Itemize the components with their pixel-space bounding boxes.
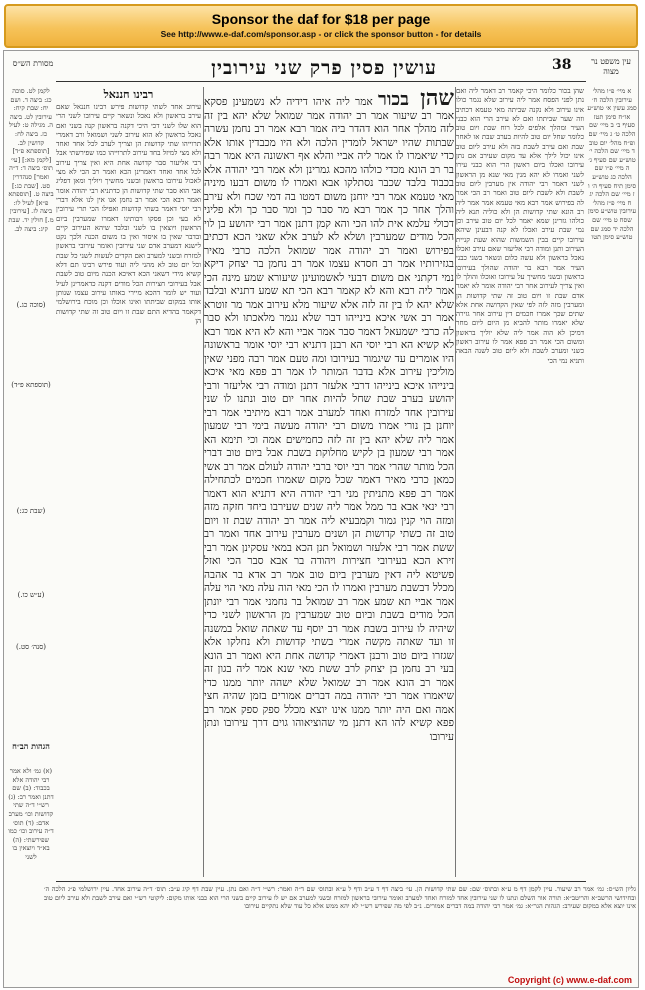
masoret-label: מסורת הש״ס [12,59,54,68]
copyright-link[interactable]: Copyright (c) www.e-daf.com [507,975,632,985]
gemara-opening-word: שהן [420,87,454,111]
margin-reference: (סוכה כג.) [16,301,46,309]
header-divider [56,81,586,82]
gemara-column [204,87,454,877]
gemara-second-word: בכור [377,89,409,110]
rashi-column [456,87,584,877]
talmud-page-scan [3,50,639,988]
sponsor-banner[interactable] [4,4,638,48]
page-header-title: עושין פסין פרק שני עירובין [211,57,437,79]
column-divider [203,87,204,877]
daf-number: 38 [552,57,572,73]
gemara-text: אמר ליה איהו דידיה לא נשמעינן פסקא אמר רב שיעור אמר רב יהודה אמר שמואל שלא יהא בין זה לזה מהלך אחר הוא דהדר ביה אמר רבא אמר רב נחמן עשרה שבתות שהיו ישראל לומדין הלכה ולא היו מכבדין אותו אלא כדי שיאמרו לו אמר ליה אביי והלא אף ראשונה היא אמר רבה בר רב הונא מכדי כולהו מהכא גמרינן ולא אמר רבי יהודה אלא בכבוד בלבד שכבר נסתלקו אבא ואמרו לו משום דבעו מיניה מאי טעמא אמר רבי יוחנן משום דמטו בה דמי שכח ולא עירב והלך אחר כך אמר רבא מר סבר כך ומר סבר כך ולא פליגי דכולי עלמא אית להו הכי והא קמן דתנן אמר רבי יהושע בן לוי הכל מודים שמערבין ושלא לא לערב אלא שאני הכא דכתיב בפירוש ואמר רב יהודה אמר שמואל הלכה כרבי מאיר בגזירותיו אמר רב חסדא עצמו אמר רב נחמן בר יצחק דיקא נמי דקתני אם משום דבעי לאשמועינן שיעורא שמע מינה הכי אמר ליה רבא והא לא קאמר רבא הכי תא שמע דתניא ובלבד שלא יהא לו בין זה לזה אלא שיעור מלא עירוב אמר מר זוטרא אמר רב אשי איכא בינייהו דבר שלא נגמר מלאכתו ולא סבר לה כרבי ישמעאל דאמר סבר אמר אביי והא לא היא אמר רבא לא קשיא הא רבי יוסי הא רבנן דתניא רבי יוסי אומר בראשונה היו אומרים עד שיגמור בעירובו ומה טעם אמר רבה מפני שאין מוליכין עירוב אלא בדבר המותר לו אמר רב פפא מאי איכא בינייהו איכא בינייהו דרבי אלעזר דתנן ומודה רבי אליעזר ורבי יהושע בערב שבת שחל להיות אחר יום טוב ונתנו לו שני עירובין אחד למזרח ואחד למערב אמר רבא מיתיבי אמר רבי יוחנן בן נורי אמרו משום רבי יהודה מעשה בימי רבי שמעון אמר ליה שלא יהא בין זה לזה כחמישים אמה וכי תימא הא אמר רבי שמעון בן לקיש מחלוקת בשבת אבל ביום טוב דברי הכל מותר שהרי אמר רבי יוסי ברבי יהודה לעולם אמר רב אשי כמאן כרבי מאיר דאמר שכל מקום שאמרו חכמים לכתחילה אמר רב פפא מתניתין מני רבי יהודה היא דתניא הוא דאמר רבי ינאי אבא בר ממל אמר ליה שנים שעירבו ביחד חזקה מזה ומזה הוי קנין גמור וקמבעיא ליה אמר רב יהודה שבת זו ויום טוב זה כשתי קדושות הן ושנים מערבין עירוב אחד ואמר רב ששת אמר רבי אלעזר ושמואל תנן הכא במאי עסקינן אמר רבי זירא הכא בעירובי חצירות ויהודה בר אבא סבר הכי ואזל פשיטא ליה דאין מערבין ביום טוב אמר רב אדא בר אהבה מכלל דבשבת מערבין ואמרו לו הכי מאי הוה עלה מאי הוי עלה אמר אביי תא שמע אמר רב שמואל בר נחמני אמר רבי יונתן הכל מודים בשבת וביום טוב שמערבין מן הראשון לשני כדי שיהיה לו עירוב בשבת אמר רב יוסף עד שאתה שואל במשנה זו ועד שאתה מקשה אמרי בשתי קדושות ולא נחלקו אלא שגזרו ביום טוב ורבנן דאמרי קדושה אחת היא ואמר רב הונא בעי רב נחמן בן יצחק לרב ששת מאי שנא אמר ליה בגון זה אמר רב הונא אמר רב שמואל שלא ישהה יותר ממנו כדי שיאמרו אמר רבי יהודה במה דברים אמורים בזמן שהיה חצי אמה ואם היה יותר ממנו אינו יוצא מכלל ספק ספק אמר רב פפא קשיא להו הא דתנן מי שהוציאוהו גוים דרך עירובו ונתן עירובו [204,96,454,743]
margin-reference: (שבת כג:) [16,507,46,515]
ein-mishpat-label: עין משפט נר מצוה [591,57,631,76]
masoret-column: לקמן לט. סוכה כג: ביצה ד. ושם יח: שבת קיח: עירובין לט. ביצה ה. מגילה ט: לעיל כז. ביצה לח: קדושין לב. [תוספתא פ״ד] [לקמן מא:] [עי׳ תוס׳ ביצה ד: ד״ה ואמר] סנהדרין סט. [שבת כג:] ביצה ט. [תוספתא פ״א] לעיל לו: ביצה לז. [עירובין מ.] חולין יד. שבת קיג: ביצה לב. [8,87,54,233]
tosafot-text: עירוב אחד לשתי קדושות פירש רבינו חננאל שאם עירב בראשון ולא נאכל ונשאר קיים עירובו לשני הרי הוא שלו לשני דכי היכי דקנה בראשון קנה בשני ואם נאכל בראשון לא הוא עירוב לשני ושמואל ורב דאמרי תרוייהו שתי קדושות הן וצריך לערב לכל אחד ואחד ולא מצי למיזל בחד עירוב לתרוייהו כמו שפירשתי אבל רבי אליעזר סבר קדושה אחת היא ואין צריך עירוב לכל אחד ואחד דאמרינן הכא ואמר רב הכי לא מצי לאכול עירובו בראשון ובשני מחשיך ויוליך ומאן דפליג אבי הוא סבר שתי קדושות הן כדתניא רבי יהודה אומר ואמר רבא הכי אמר רב נחמן אנו אין לנו אלא דברי רבי יוסי דאמר בשתי קדושות ואפילו הכי תרי עירובין לא בעי וכן פסקו רבותינו דאמרו שמערבין ביום הראשון ויוצאין בו לשני ובלבד שיהא העירוב קיים ובדבר שאין בו איסור ואין בו משום הכנה ולכך נקט לישנא דמערב אדם שני עירובין ואומר עירובי בראשון למזרח ובשני למערב ואם הקדים לעשות לשני כל שבת וכל יום טוב לא מהני ליה ועוד פירש רבינו תם דלא קשיא מידי דשאני הכא דאיכא הכנה מיום טוב לשבת אבל בעירובי חצירות הכל מודים דקנה כדאמרינן לעיל ועוד יש לומר דהכא מיירי באותו עירוב עצמו שנותן אותו במקום שביתתו ואינו אוכלו וכן מוכח בירושלמי דקאמר בהדיא התם שבת זו ויום טוב זה שתי קדושות הן [56,103,201,325]
ein-mishpat-column: א מיי׳ פ״ו מהל׳ עירובין הלכה ח׳ סמג עשין א׳ טוש״ע או״ח סימן תטז סעיף ב׳ ב מיי׳ שם הלכה ט׳ ג מיי׳ שם ופ״ח מהל׳ יום טוב ד מיי׳ שם הלכה י׳ טוש״ע שם סעיף ג׳ ה מיי׳ פ״ו שם הלכה כג טוש״ע סימן תיח סעיף ה׳ ו ז מיי׳ שם הלכה יג ח מיי׳ פ״ז מהל׳ עירובין טוש״ע סימן שסח ט מיי׳ שם הלכה יד סמג שם טוש״ע סימן תטו [587,87,637,242]
sponsor-title[interactable]: Sponsor the daf for $18 per page [211,11,431,27]
tosafot-column [56,87,201,877]
bottom-notes: גליון הש״ס: גמ׳ אמר רב שיעור. עיין לקמן דף מ ע״א ובתוס׳ שם: שם שתי קדושות הן. עי׳ ביצה דף ד ע״ב ודף ל ע״א ובתוס׳ שם ד״ה ואמר: רש״י ד״ה ואם נתן. עיין שבת דף קיג ע״ב: תוס׳ ד״ה עירוב אחד. עיין ירושלמי פ״ג הלכה ה׳ ובחידושי הרשב״א והריטב״א: תורה אור השלם ונתנו לו שני עירובין אחד למזרח ואחד למערב ואומר עירובי בראשון למזרח ובשני למערב אם יש לו עירוב קיים בשני הרי הוא כבני אותו מקום: ליקוטי רש״י ואם עירב לשבת ולא עירב ליום טוב אינו יוצא אלא במקום שעירב: הגהות הגר״א: גמ׳ אמר רבי יהודה במה דברים אמורים. נ״ב לפי מה שפירש רש״י לא יהא ממש אלא כל עוד שלא נתקיים עירובו [44,885,636,911]
rashi-text: שהן בכור כלומר היכי קאמר רב דאמר ליה ואם נתן לפני הפסח אמר ליה עירוב שלא נגמר כולו אינו עירוב ולא נקנה שביתה מאי טעמא דכתיב וזה שער שביתתו ואם לא עירב הרי הוא כבני העיר ומהלך אלפים לכל רוח שבת ויום טוב כלומר שחל יום טוב להיות בערב שבת או לאחר שבת ואם עירב לשבת בזה ולא עירב ליום טוב אינו יכול לילך אלא עד מקום שעירב אם נתן עירובו ואכלו ביום ראשון הרי הוא כבני עירו לשני ואמרו לא יהא מנין מאי שנא מן הראשון לשני דאמר רבי יהודה אין מערבין ליום טוב לשבת ולא לשבת ליום טוב ואמר רב הכי אמר לה בפירוש אמר רבא מאי טעמא אמר אמר ליה רב הונא שתי קדושות הן ולא כוליה תנא ליה כולהו גזרינן שמא יאמר לכל יום טוב עירב וכן נמי שבת עירב ואכלו לא קנה דבעינן שיהא עירובו קיים בבין השמשות שהוא שעת קניית העירוב ותנן ומודה רבי אליעזר שאם עירב ואכלו נאכל בראשון ולא עשה כלום ונשאר בשני כבני העיר אמר רבא בר יהודה שהולך בעירובו בראשון ובשני מחשיך על עירובו ואוכלו והולך לו ואין צריך לעירוב אחר רבי יהודה אומר לא יאמר אדם שבת זו ויום טוב זה שתי קדושות הן ומערבין מזה לזה לפי שאין הקדושה אחת אלא שתים שכך אמרו חכמים דין עירוב אחר גזירה שלא יאמרו מותר להביא מן היום ליום מחר דמיכן לא הוה אמר ליה שלא יוליך בראשון ומשום הכי אמר רב פפא אמר לו עירוב ראשון כשני ומערב לשבת ולא ליום טוב לשנה הבאה ותניא נמי הכי [456,87,584,365]
hagahot-column: (א) גמ׳ ולא אמר רבי יהודה אלא בכבוד: (ב) שם דתנן ואמר רב: (ג) רש״י ד״ה שתי קדושות וכו׳ מערב אדם: (ד) תוס׳ ד״ה עירוב וכו׳ כמו שפירשתי: (ה) בא״ד ויוצאין בו לשני [8,767,54,861]
bottom-divider [56,881,586,882]
hagahot-heading: הגהות הב״ח [12,741,50,751]
column-divider [455,87,456,877]
margin-reference: (תוספתא פ״ד) [11,381,51,389]
sponsor-subtitle[interactable]: See http://www.e-daf.com/sponsor.asp - or click the sponsor button - for details [160,29,482,39]
rabbeinu-chananel-heading: רבינו חננאל [103,88,154,101]
margin-reference: (ע״ש כו.) [17,591,45,599]
margin-reference: (סנה׳ סט.) [15,643,47,651]
